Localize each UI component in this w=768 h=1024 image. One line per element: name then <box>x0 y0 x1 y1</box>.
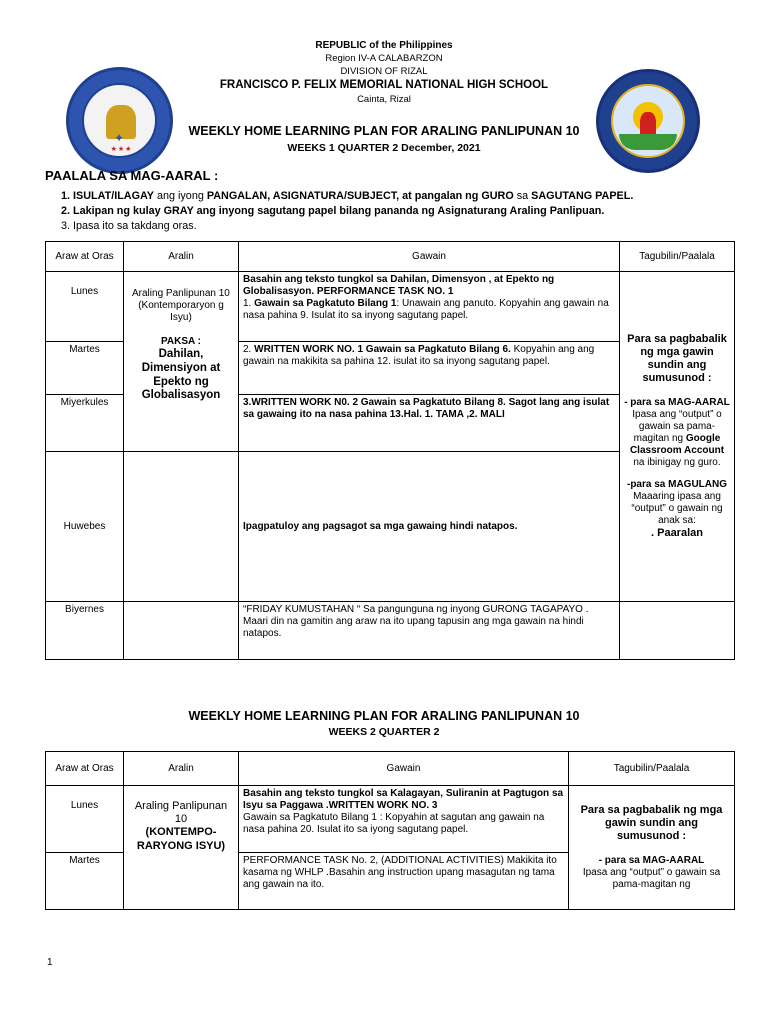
day-cell: Miyerkules <box>46 395 124 452</box>
col-header-task: Gawain <box>239 242 620 272</box>
plan1-subtitle: WEEKS 1 QUARTER 2 December, 2021 <box>287 142 481 154</box>
notes-cell-empty <box>620 602 735 660</box>
col-header-lesson: Aralin <box>124 752 239 786</box>
day-cell: Lunes <box>46 272 124 342</box>
deped-seal-logo: ✦ ★★★ <box>66 67 173 174</box>
notes-parent-text: Maaaring ipasa ang “output” o gawain ng anak sa: <box>631 491 723 527</box>
notes-student-text: Ipasa ang “output” o gawain sa pama-magitan ng Google Classroom Account na ibinigay ng guro. <box>629 409 725 469</box>
task-cell-wednesday: 3.WRITTEN WORK N0. 2 Gawain sa Pagkatuto Bilang 8. Sagot lang ang isulat sa gawaing ito na nasa pahina 13.Hal. 1. TAMA ,2. MALI <box>239 395 620 452</box>
lesson-subtitle: (KONTEMPO-RARYONG ISYU) <box>136 826 226 852</box>
lesson-subject: Araling Panlipunan 10 <box>132 288 230 299</box>
plan1-title: WEEKLY HOME LEARNING PLAN FOR ARALING PANLIPUNAN 10 <box>188 124 580 138</box>
day-cell: Huwebes <box>46 452 124 602</box>
task-cell-thursday: Ipagpatuloy ang pagsagot sa mga gawaing hindi natapos. <box>239 452 620 602</box>
notes-parent-place: . Paaralan <box>651 527 703 540</box>
notes-student-label: - para sa MAG-AARAL <box>624 397 730 409</box>
task-cell-friday: “FRIDAY KUMUSTAHAN “ Sa pangunguna ng inyong GURONG TAGAPAYO . Maari din na gamitin ang araw na ito upang tapusin ang mga gawain na hindi natapos. <box>239 602 620 660</box>
header-city: Cainta, Rizal <box>357 94 411 105</box>
topic-label: PAKSA : <box>161 336 201 347</box>
header-school-name: FRANCISCO P. FELIX MEMORIAL NATIONAL HIGH SCHOOL <box>219 79 549 91</box>
task-cell-tuesday: 2. WRITTEN WORK NO. 1 Gawain sa Pagkatuto Bilang 6. Kopyahin ang ang gawain na makikita sa pahina 12. isulat ito sa inyong sagutang papel. <box>239 342 620 395</box>
day-cell: Martes <box>46 342 124 395</box>
task-cell-monday <box>239 786 569 853</box>
col-header-lesson: Aralin <box>124 242 239 272</box>
weekly-plan-table-2 <box>45 751 735 910</box>
task-monday-intro: Basahin ang teksto tungkol sa Dahilan, Dimensyon , at Epekto ng Globalisasyon. PERFORMANCE TASK NO. 1 <box>243 274 555 297</box>
reminder-item-2: 2. Lakipan ng kulay GRAY ang inyong sagutang papel bilang pananda ng Asignaturang Araling Panlipuan. <box>61 205 605 217</box>
day-cell: Lunes <box>46 786 124 853</box>
header-division: DIVISION OF RIZAL <box>340 66 428 77</box>
page-number: 1 <box>47 957 53 968</box>
lesson-subtitle: (Kontemporaryon g Isyu) <box>138 300 224 323</box>
header-republic: REPUBLIC of the Philippines <box>315 40 453 51</box>
task-cell-tuesday: PERFORMANCE TASK No. 2, (ADDITIONAL ACTIVITIES) Makikita ito kasama ng WHLP .Basahin ang instruction upang masagutan ng tama ang gawain na ito. <box>239 853 569 910</box>
notes-cell <box>620 272 735 602</box>
col-header-notes: Tagubilin/Paalala <box>620 242 735 272</box>
task-monday-item: Gawain sa Pagkatuto Bilang 1 : Kopyahin at sagutan ang gawain na nasa pahina 20. Isulat ito sa iyong sagutang papel. <box>243 812 545 835</box>
col-header-day: Araw at Oras <box>46 752 124 786</box>
notes-student-text: Ipasa ang “output” o gawain sa pama-magitan ng <box>582 867 721 891</box>
notes-intro: Para sa pagbabalik ng mga gawin sundin ang sumusunod : <box>627 332 727 385</box>
lesson-cell-empty <box>124 602 239 660</box>
weekly-plan-table-1 <box>45 241 735 660</box>
notes-intro: Para sa pagbabalik ng mga gawin sundin ang sumusunod : <box>580 803 723 843</box>
day-cell: Martes <box>46 853 124 910</box>
lesson-cell-empty <box>124 452 239 602</box>
notes-student-label: - para sa MAG-AARAL <box>598 855 705 867</box>
col-header-task: Gawain <box>239 752 569 786</box>
notes-parent-label: -para sa MAGULANG <box>626 479 727 491</box>
reminder-item-3: 3. Ipasa ito sa takdang oras. <box>61 220 197 232</box>
topic-text: Dahilan, Dimensiyon at Epekto ng Globalisasyon <box>141 348 221 402</box>
day-cell: Biyernes <box>46 602 124 660</box>
col-header-notes: Tagubilin/Paalala <box>569 752 735 786</box>
reminders-heading: PAALALA SA MAG-AARAL : <box>45 168 219 183</box>
lesson-subject: Araling Panlipunan 10 <box>134 800 228 826</box>
plan2-subtitle: WEEKS 2 QUARTER 2 <box>328 726 440 738</box>
task-monday-item: 1. Gawain sa Pagkatuto Bilang 1: Unawain ang panuto. Kopyahin ang gawain na nasa pahina 9. Isulat ito sa inyong sagutang papel. <box>243 298 609 321</box>
notes-cell <box>569 786 735 910</box>
lesson-cell <box>124 272 239 452</box>
header-region: Region IV-A CALABARZON <box>325 53 443 64</box>
task-cell-monday <box>239 272 620 342</box>
plan2-title: WEEKLY HOME LEARNING PLAN FOR ARALING PANLIPUNAN 10 <box>188 709 580 723</box>
col-header-day: Araw at Oras <box>46 242 124 272</box>
reminder-item-1: 1. ISULAT/ILAGAY ang iyong PANGALAN, ASIGNATURA/SUBJECT, at pangalan ng GURO sa SAGUTANG PAPEL. <box>61 190 634 202</box>
task-monday-intro: Basahin ang teksto tungkol sa Kalagayan, Suliranin at Pagtugon sa Isyu sa Paggawa .WRITTEN WORK NO. 3 <box>243 788 564 811</box>
lesson-cell <box>124 786 239 910</box>
